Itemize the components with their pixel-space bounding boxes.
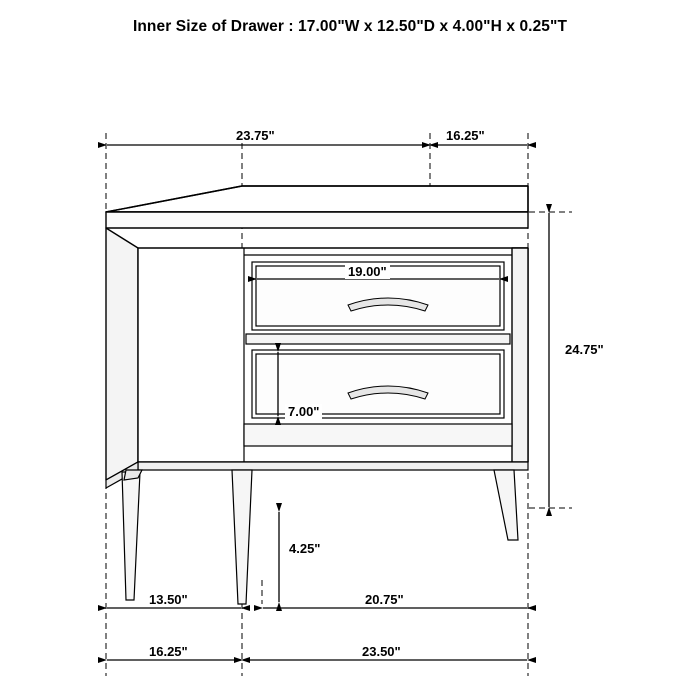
dim-drawer-width: 19.00": [345, 264, 390, 279]
dim-bottom-left: 16.25": [146, 644, 191, 659]
dim-bottom-right: 23.50": [359, 644, 404, 659]
dim-drawer-height: 7.00": [285, 404, 322, 419]
dim-top-right: 16.25": [443, 128, 488, 143]
dim-base-right: 20.75": [362, 592, 407, 607]
legs: [122, 470, 518, 604]
dim-leg-height: 4.25": [286, 541, 323, 556]
page-title: Inner Size of Drawer : 17.00"W x 12.50"D x 4.00"H x 0.25"T: [132, 18, 568, 35]
dim-top-left: 23.75": [233, 128, 278, 143]
drawer-divider: [246, 334, 510, 344]
dim-overall-height: 24.75": [562, 342, 607, 357]
dim-base-left: 13.50": [146, 592, 191, 607]
